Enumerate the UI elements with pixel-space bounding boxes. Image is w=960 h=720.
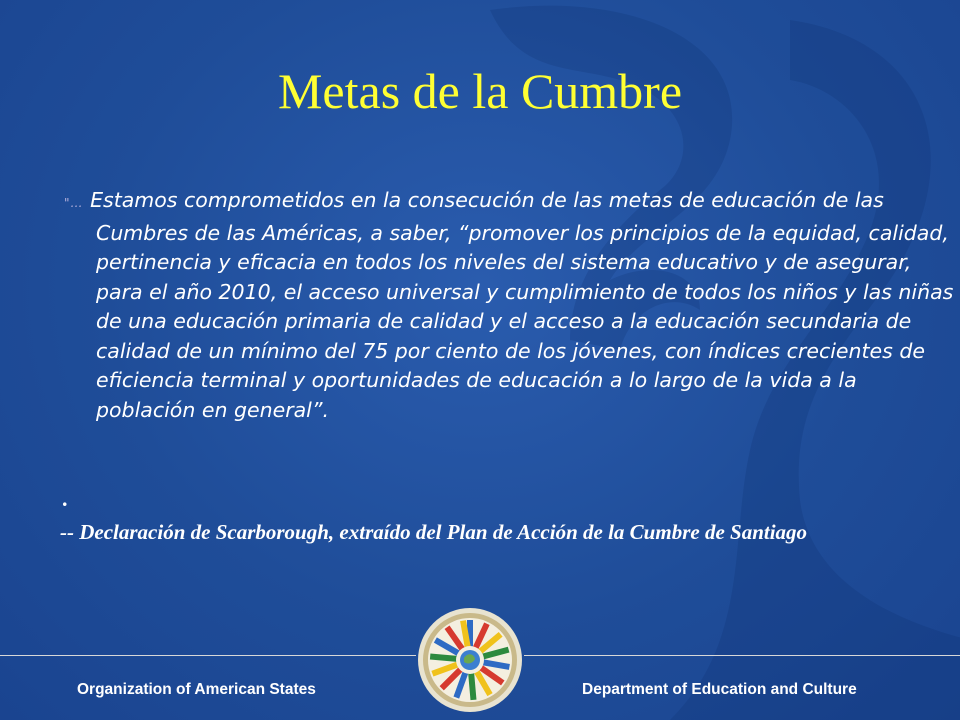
footer-department-label: Department of Education and Culture (582, 681, 857, 698)
footer-organization-label: Organization of American States (77, 681, 316, 698)
quote-text: Estamos comprometidos en la consecución de las metas de educación de las Cumbres de las Américas, a saber, “promover los principios de la equidad, calidad, pertinencia y eficacia en todos los niveles del sistema educativo y de asegurar, para el año 2010, el acceso universal y cumplimiento de todos los niños y las niñas de una educación primaria de calidad y el acceso a la educación secundaria de calidad de un mínimo del 75 por ciento de los jóvenes, con índices crecientes de eficiencia terminal y oportunidades de educación a lo largo de la vida a la población en general”. (90, 188, 954, 422)
slide-title: Metas de la Cumbre (277, 63, 683, 119)
attribution-text: -- Declaración de Scarborough, extraído del Plan de Acción de la Cumbre de Santiago (60, 520, 808, 544)
quote-ellipsis: "… (64, 196, 84, 210)
quote-paragraph (64, 186, 956, 425)
oas-seal-icon (417, 607, 523, 713)
separator-dot: . (62, 486, 68, 511)
footer-rule-right (524, 655, 960, 656)
footer-rule-left (0, 655, 416, 656)
